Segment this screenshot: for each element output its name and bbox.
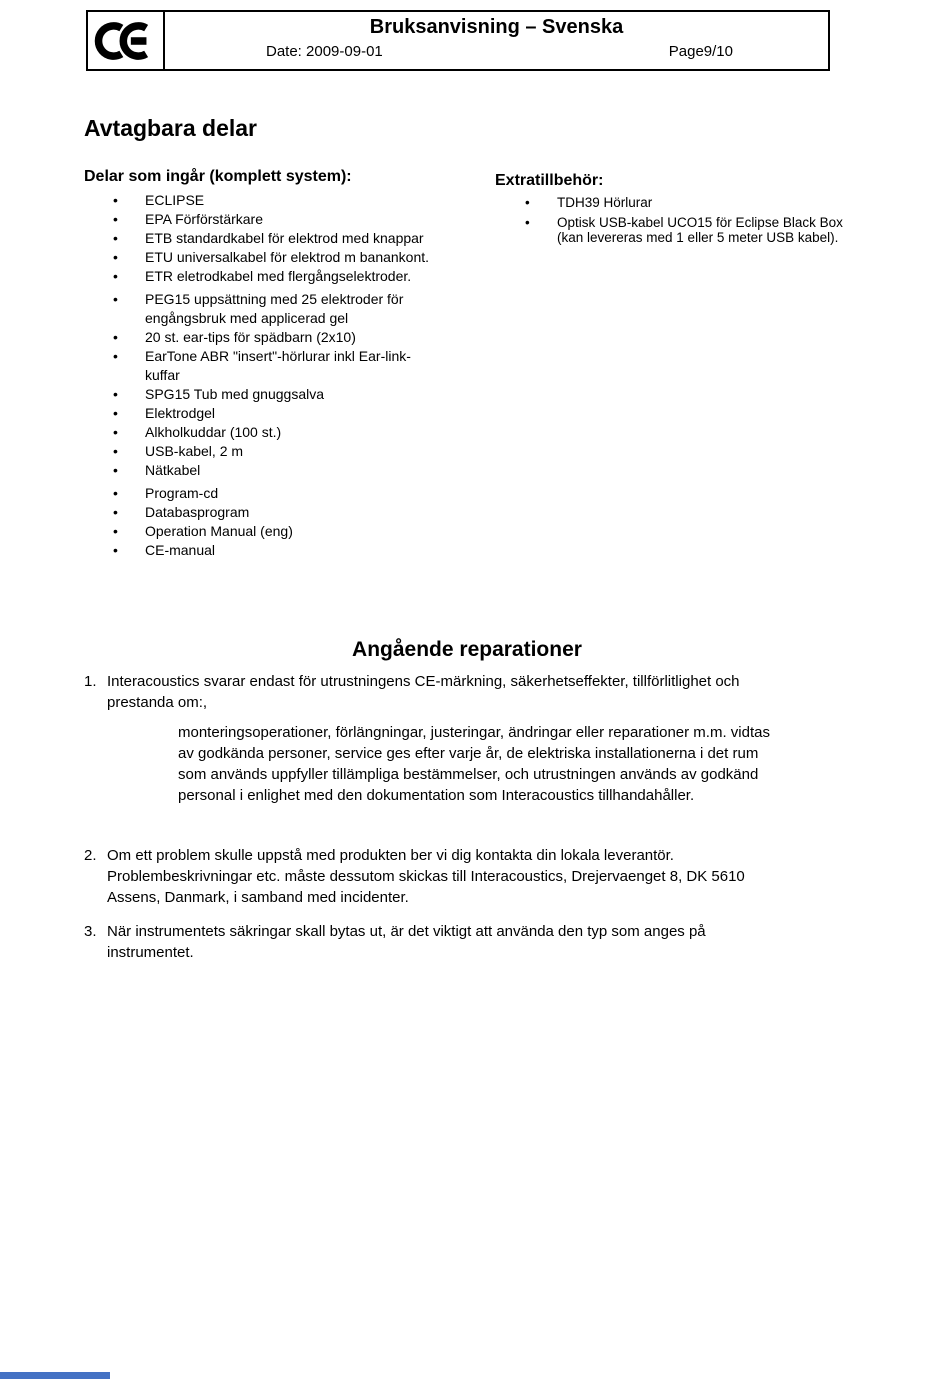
ce-logo [88, 12, 165, 69]
list-item-text: Optisk USB-kabel UCO15 för Eclipse Black Box (kan levereras med 1 eller 5 meter USB kabel). [557, 215, 843, 245]
header-meta-row [165, 42, 828, 61]
bullet-icon: • [113, 485, 118, 501]
included-parts-heading: Delar som ingår (komplett system): [84, 168, 352, 185]
extra-accessories-list [495, 195, 875, 245]
list-item-text: Operation Manual (eng) [145, 523, 293, 539]
bullet-icon: • [113, 424, 118, 440]
page-number-label: Page9/10 [668, 43, 733, 60]
bullet-icon: • [113, 230, 118, 246]
bullet-icon: • [113, 542, 118, 558]
list-item-text: Program-cd [145, 485, 219, 501]
list-item-text: ETR eletrodkabel med flergångselektroder. [145, 268, 412, 284]
ce-mark-icon [94, 20, 158, 62]
list-item-text: ETU universalkabel för elektrod m banankont. [145, 249, 430, 265]
extra-accessories-column [495, 171, 875, 250]
list-item-text: Elektrodgel [145, 405, 216, 421]
list-item [84, 347, 454, 385]
bullet-icon: • [113, 462, 118, 478]
list-item-text: Alkholkuddar (100 st.) [145, 424, 282, 440]
list-item-text: ETB standardkabel för elektrod med knappar [145, 230, 424, 246]
included-parts-list [84, 191, 454, 560]
bullet-icon: • [525, 215, 530, 230]
list-item [84, 442, 454, 461]
list-item [84, 328, 454, 347]
section-title-repairs: Angående reparationer [352, 638, 582, 661]
date-label: Date: 2009-09-01 [266, 43, 383, 60]
item-number: 3. [84, 923, 97, 940]
list-item-text: PEG15 uppsättning med 25 elektroder för engångsbruk med applicerad gel [145, 291, 404, 326]
list-item [495, 215, 875, 245]
list-item-text: EarTone ABR "insert"-hörlurar inkl Ear-link- kuffar [145, 348, 411, 383]
list-item [84, 248, 454, 267]
document-title: Bruksanvisning – Svenska [369, 16, 624, 38]
list-item [84, 484, 454, 503]
repairs-item-1 [84, 671, 854, 713]
list-item [84, 267, 454, 286]
list-item [84, 461, 454, 480]
extra-accessories-heading: Extratillbehör: [495, 172, 604, 189]
list-item-text: USB-kabel, 2 m [145, 443, 244, 459]
list-item [84, 210, 454, 229]
bullet-icon: • [113, 291, 118, 307]
list-item [84, 503, 454, 522]
bullet-icon: • [113, 405, 118, 421]
bullet-icon: • [113, 249, 118, 265]
list-item [84, 522, 454, 541]
list-item-text: Databasprogram [145, 504, 250, 520]
repairs-item-2 [84, 845, 854, 908]
item-text: När instrumentets säkringar skall bytas ut, är det viktigt att använda den typ som anges på instrumentet. [107, 923, 706, 961]
bullet-icon: • [113, 523, 118, 539]
item-number: 2. [84, 847, 97, 864]
list-item [84, 541, 454, 560]
repairs-indented-paragraph: monteringsoperationer, förlängningar, justeringar, ändringar eller reparationer m.m. vidtas av godkända personer, service ges efter varje år, de elektriska installationerna i det rum som används uppfyller tillämpliga bestämmelser, och utrustningen används av godkänd personal i enlighet med den dokumentation som Interacoustics tillhandahåller. [178, 724, 770, 804]
included-parts-column [84, 167, 454, 560]
list-item [84, 229, 454, 248]
list-item [84, 404, 454, 423]
item-text: Interacoustics svarar endast för utrustningens CE-märkning, säkerhetseffekter, tillförlitlighet och prestanda om:, [107, 673, 740, 711]
list-item [84, 385, 454, 404]
list-item-text: SPG15 Tub med gnuggsalva [145, 386, 325, 402]
bullet-icon: • [113, 192, 118, 208]
list-item [495, 195, 875, 210]
list-item [84, 290, 454, 328]
repairs-item-3 [84, 921, 854, 963]
bullet-icon: • [113, 268, 118, 284]
header-main [165, 12, 828, 69]
list-item-text: 20 st. ear-tips för spädbarn (2x10) [145, 329, 356, 345]
bullet-icon: • [113, 386, 118, 402]
list-item [84, 423, 454, 442]
list-item-text: ECLIPSE [145, 192, 205, 208]
bullet-icon: • [113, 504, 118, 520]
section-title-parts: Avtagbara delar [84, 115, 257, 141]
list-item [84, 191, 454, 210]
list-item-text: TDH39 Hörlurar [557, 195, 653, 210]
bullet-icon: • [113, 443, 118, 459]
bullet-icon: • [525, 195, 530, 210]
bullet-icon: • [113, 211, 118, 227]
bullet-icon: • [113, 348, 118, 364]
bullet-icon: • [113, 329, 118, 345]
list-item-text: Nätkabel [145, 462, 201, 478]
horizontal-scrollbar-thumb[interactable] [0, 1372, 110, 1379]
item-text: Om ett problem skulle uppstå med produkten ber vi dig kontakta din lokala leverantör. Problembeskrivningar etc. måste dessutom skickas till Interacoustics, Drejervaenget 8, DK 5610 Assens, Danmark, i samband med incidenter. [107, 847, 745, 906]
header [86, 10, 830, 71]
list-item-text: CE-manual [145, 542, 216, 558]
list-item-text: EPA Förförstärkare [145, 211, 264, 227]
item-number: 1. [84, 673, 97, 690]
